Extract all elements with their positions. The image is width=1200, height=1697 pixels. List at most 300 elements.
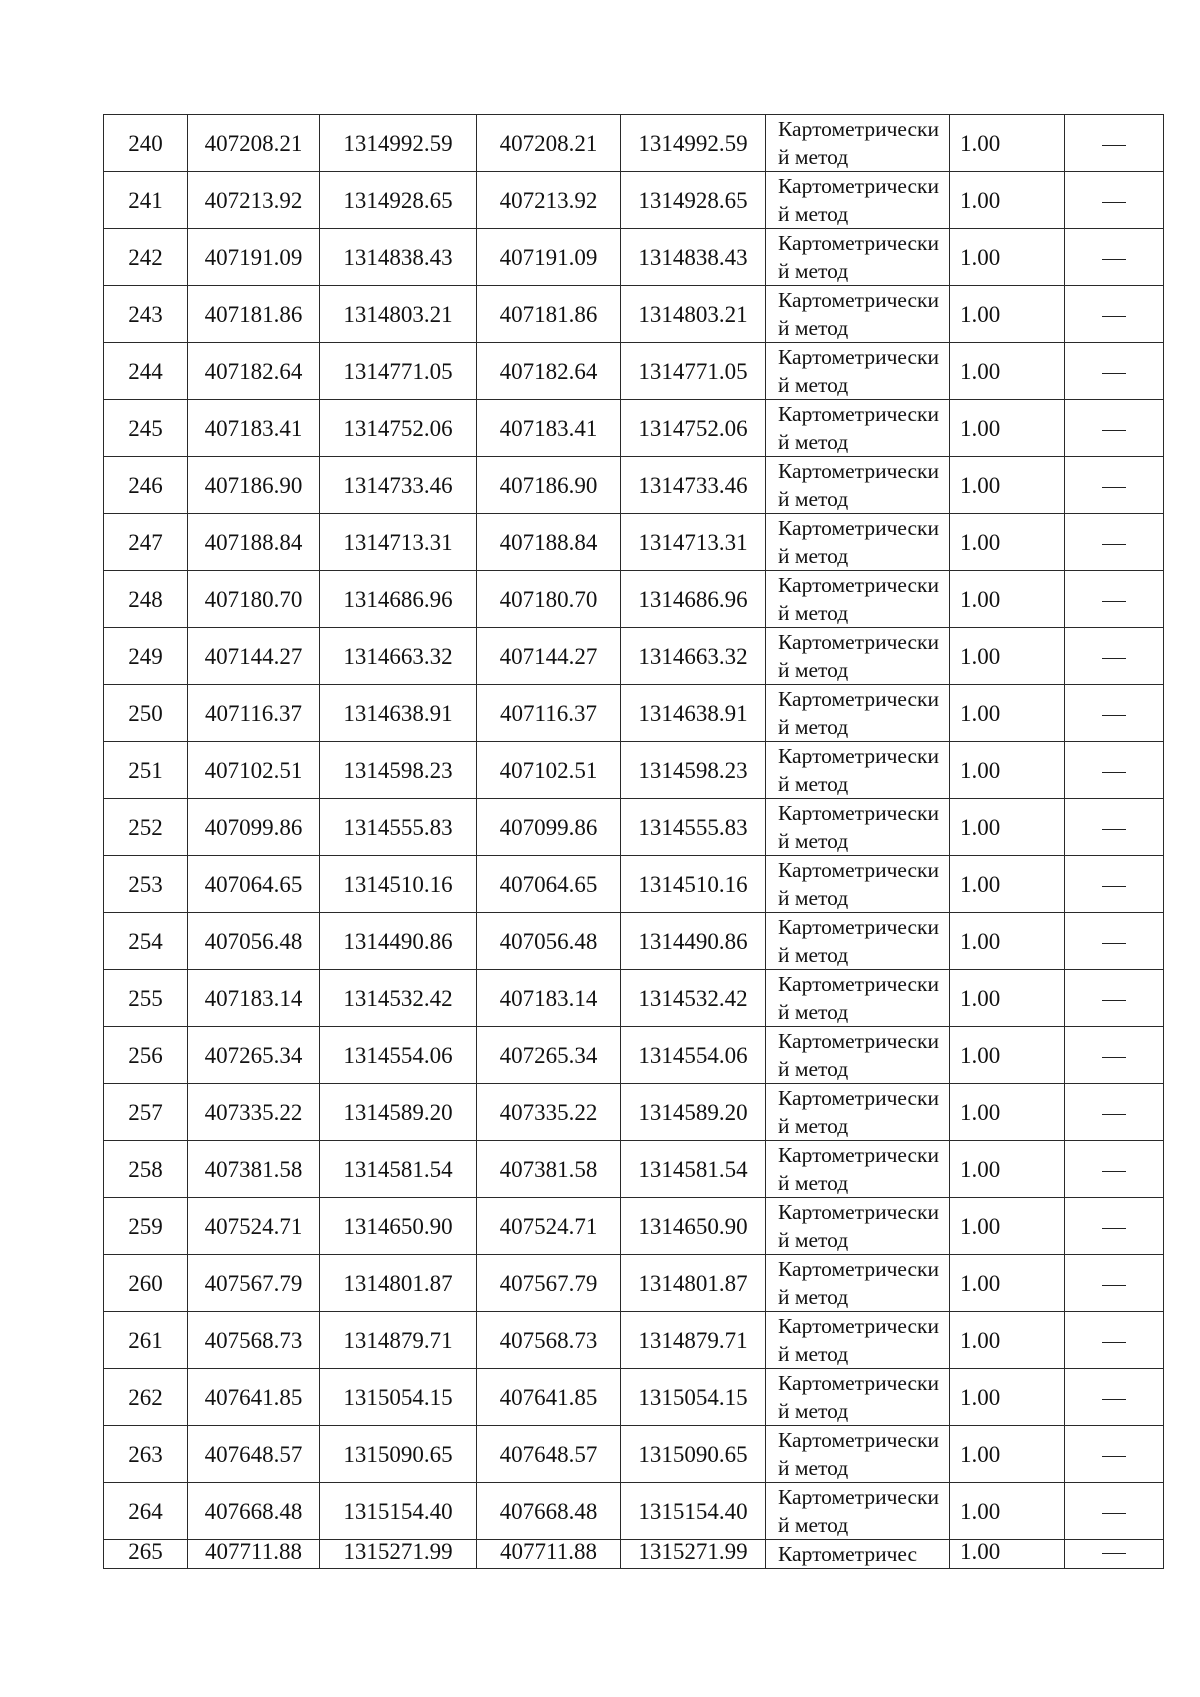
point-number-cell xyxy=(104,457,188,514)
point-number-cell xyxy=(104,229,188,286)
note-cell xyxy=(1065,229,1164,286)
existing-x-cell xyxy=(188,571,320,628)
existing-y-text: 1314713.31 xyxy=(343,529,453,555)
new-y-cell xyxy=(621,856,766,913)
note-dash xyxy=(1102,1228,1126,1229)
note-cell xyxy=(1065,1483,1164,1540)
new-x-cell xyxy=(477,1369,621,1426)
point-number-cell xyxy=(104,1312,188,1369)
new-x-text: 407188.84 xyxy=(499,529,598,555)
existing-y-text: 1314638.91 xyxy=(343,700,453,726)
accuracy-text: 1.00 xyxy=(960,415,1001,441)
accuracy-cell xyxy=(950,514,1065,571)
method-text: Картометрический метод xyxy=(778,117,939,169)
point-number-text: 241 xyxy=(128,187,163,213)
note-cell xyxy=(1065,1027,1164,1084)
existing-x-cell xyxy=(188,685,320,742)
point-number-text: 243 xyxy=(128,301,163,327)
new-x-text: 407102.51 xyxy=(499,757,598,783)
point-number-text: 257 xyxy=(128,1099,163,1125)
new-x-cell xyxy=(477,1084,621,1141)
existing-x-cell xyxy=(188,1198,320,1255)
point-number-text: 248 xyxy=(128,586,163,612)
new-x-text: 407191.09 xyxy=(499,244,598,270)
new-y-text: 1315090.65 xyxy=(638,1441,748,1467)
existing-y-text: 1314752.06 xyxy=(343,415,453,441)
method-cell xyxy=(766,457,950,514)
note-cell xyxy=(1065,1141,1164,1198)
note-dash xyxy=(1102,202,1126,203)
method-cell xyxy=(766,628,950,685)
point-number-cell xyxy=(104,343,188,400)
existing-y-cell xyxy=(320,1141,477,1198)
new-x-cell xyxy=(477,229,621,286)
existing-x-text: 407144.27 xyxy=(204,643,303,669)
accuracy-text: 1.00 xyxy=(960,586,1001,612)
note-dash xyxy=(1102,601,1126,602)
point-number-cell xyxy=(104,628,188,685)
new-x-text: 407711.88 xyxy=(500,1539,597,1564)
existing-y-text: 1314686.96 xyxy=(343,586,453,612)
accuracy-cell xyxy=(950,286,1065,343)
accuracy-text: 1.00 xyxy=(960,529,1001,555)
new-x-text: 407183.14 xyxy=(499,985,598,1011)
new-y-text: 1314838.43 xyxy=(638,244,748,270)
new-x-cell xyxy=(477,1426,621,1483)
method-cell xyxy=(766,571,950,628)
new-x-cell xyxy=(477,856,621,913)
accuracy-text: 1.00 xyxy=(960,700,1001,726)
existing-x-text: 407191.09 xyxy=(204,244,303,270)
new-x-text: 407182.64 xyxy=(499,358,598,384)
new-x-text: 407641.85 xyxy=(499,1384,598,1410)
new-y-text: 1314803.21 xyxy=(638,301,748,327)
new-x-text: 407648.57 xyxy=(499,1441,598,1467)
method-text: Картометрический метод xyxy=(778,345,939,397)
new-x-text: 407180.70 xyxy=(499,586,598,612)
new-y-cell xyxy=(621,913,766,970)
new-x-text: 407524.71 xyxy=(499,1213,598,1239)
existing-y-cell xyxy=(320,229,477,286)
existing-y-cell xyxy=(320,172,477,229)
new-y-text: 1315154.40 xyxy=(638,1498,748,1524)
point-number-cell xyxy=(104,1483,188,1540)
table-row xyxy=(104,1141,1164,1198)
point-number-cell xyxy=(104,1141,188,1198)
new-x-cell xyxy=(477,1141,621,1198)
point-number-text: 258 xyxy=(128,1156,163,1182)
existing-x-cell xyxy=(188,229,320,286)
accuracy-cell xyxy=(950,799,1065,856)
method-text: Картометричес xyxy=(778,1542,918,1566)
accuracy-cell xyxy=(950,1369,1065,1426)
note-cell xyxy=(1065,1426,1164,1483)
accuracy-text: 1.00 xyxy=(960,1539,1001,1564)
new-y-cell xyxy=(621,1255,766,1312)
new-x-text: 407056.48 xyxy=(499,928,598,954)
existing-y-cell xyxy=(320,970,477,1027)
new-y-text: 1314510.16 xyxy=(638,871,748,897)
new-x-text: 407668.48 xyxy=(499,1498,598,1524)
note-cell xyxy=(1065,856,1164,913)
accuracy-text: 1.00 xyxy=(960,1099,1001,1125)
new-y-text: 1314554.06 xyxy=(638,1042,748,1068)
existing-x-cell xyxy=(188,913,320,970)
table-row xyxy=(104,742,1164,799)
note-dash xyxy=(1102,1553,1126,1554)
method-cell xyxy=(766,799,950,856)
existing-x-cell xyxy=(188,172,320,229)
existing-x-cell xyxy=(188,1141,320,1198)
note-dash xyxy=(1102,145,1126,146)
method-text: Картометрический метод xyxy=(778,1428,939,1480)
note-cell xyxy=(1065,970,1164,1027)
existing-y-text: 1314838.43 xyxy=(343,244,453,270)
accuracy-cell xyxy=(950,913,1065,970)
existing-y-text: 1314771.05 xyxy=(343,358,453,384)
method-text: Картометрический метод xyxy=(778,1257,939,1309)
existing-x-cell xyxy=(188,1084,320,1141)
note-cell xyxy=(1065,115,1164,172)
point-number-text: 251 xyxy=(128,757,163,783)
new-x-cell xyxy=(477,514,621,571)
table-row xyxy=(104,1084,1164,1141)
new-x-cell xyxy=(477,286,621,343)
new-x-text: 407568.73 xyxy=(499,1327,598,1353)
existing-x-text: 407056.48 xyxy=(204,928,303,954)
point-number-cell xyxy=(104,1540,188,1569)
point-number-cell xyxy=(104,685,188,742)
note-dash xyxy=(1102,1285,1126,1286)
method-cell xyxy=(766,1255,950,1312)
accuracy-text: 1.00 xyxy=(960,1156,1001,1182)
accuracy-cell xyxy=(950,343,1065,400)
existing-x-cell xyxy=(188,286,320,343)
accuracy-text: 1.00 xyxy=(960,871,1001,897)
new-y-text: 1314589.20 xyxy=(638,1099,748,1125)
point-number-cell xyxy=(104,742,188,799)
table-row xyxy=(104,514,1164,571)
new-x-cell xyxy=(477,1312,621,1369)
existing-x-cell xyxy=(188,1483,320,1540)
new-x-cell xyxy=(477,685,621,742)
existing-y-text: 1314803.21 xyxy=(343,301,453,327)
new-x-text: 407064.65 xyxy=(499,871,598,897)
new-x-cell xyxy=(477,172,621,229)
new-y-cell xyxy=(621,1084,766,1141)
point-number-cell xyxy=(104,913,188,970)
existing-y-cell xyxy=(320,742,477,799)
table-row xyxy=(104,1483,1164,1540)
new-x-cell xyxy=(477,1483,621,1540)
note-dash xyxy=(1102,943,1126,944)
table-row xyxy=(104,400,1164,457)
new-y-cell xyxy=(621,115,766,172)
existing-y-text: 1315090.65 xyxy=(343,1441,453,1467)
existing-x-text: 407668.48 xyxy=(204,1498,303,1524)
method-cell xyxy=(766,685,950,742)
new-y-text: 1314992.59 xyxy=(638,130,748,156)
table-row xyxy=(104,856,1164,913)
new-y-cell xyxy=(621,1312,766,1369)
note-dash xyxy=(1102,1000,1126,1001)
existing-y-text: 1314879.71 xyxy=(343,1327,453,1353)
note-cell xyxy=(1065,514,1164,571)
existing-y-cell xyxy=(320,913,477,970)
new-y-cell xyxy=(621,571,766,628)
method-cell xyxy=(766,286,950,343)
method-text: Картометрический метод xyxy=(778,858,939,910)
accuracy-text: 1.00 xyxy=(960,985,1001,1011)
existing-y-text: 1315054.15 xyxy=(343,1384,453,1410)
table-row xyxy=(104,1312,1164,1369)
existing-x-text: 407188.84 xyxy=(204,529,303,555)
existing-y-text: 1315154.40 xyxy=(343,1498,453,1524)
point-number-cell xyxy=(104,514,188,571)
new-x-cell xyxy=(477,742,621,799)
existing-x-text: 407064.65 xyxy=(204,871,303,897)
new-y-text: 1314879.71 xyxy=(638,1327,748,1353)
point-number-text: 255 xyxy=(128,985,163,1011)
method-cell xyxy=(766,1027,950,1084)
point-number-text: 250 xyxy=(128,700,163,726)
point-number-text: 265 xyxy=(128,1539,163,1564)
existing-y-cell xyxy=(320,1426,477,1483)
point-number-text: 249 xyxy=(128,643,163,669)
existing-x-text: 407381.58 xyxy=(204,1156,303,1182)
method-text: Картометрический метод xyxy=(778,573,939,625)
existing-x-text: 407641.85 xyxy=(204,1384,303,1410)
point-number-cell xyxy=(104,1084,188,1141)
new-x-text: 407567.79 xyxy=(499,1270,598,1296)
existing-y-cell xyxy=(320,856,477,913)
table-body xyxy=(104,115,1164,1569)
note-cell xyxy=(1065,1255,1164,1312)
accuracy-text: 1.00 xyxy=(960,130,1001,156)
existing-y-text: 1314801.87 xyxy=(343,1270,453,1296)
method-text: Картометрический метод xyxy=(778,516,939,568)
existing-x-cell xyxy=(188,514,320,571)
accuracy-cell xyxy=(950,628,1065,685)
table-row xyxy=(104,286,1164,343)
note-dash xyxy=(1102,715,1126,716)
new-x-cell xyxy=(477,571,621,628)
new-x-text: 407116.37 xyxy=(500,700,597,726)
accuracy-cell xyxy=(950,685,1065,742)
existing-y-cell xyxy=(320,343,477,400)
existing-y-cell xyxy=(320,1084,477,1141)
existing-x-text: 407102.51 xyxy=(204,757,303,783)
existing-x-text: 407648.57 xyxy=(204,1441,303,1467)
point-number-cell xyxy=(104,1027,188,1084)
new-y-text: 1314686.96 xyxy=(638,586,748,612)
accuracy-text: 1.00 xyxy=(960,814,1001,840)
existing-y-cell xyxy=(320,286,477,343)
accuracy-text: 1.00 xyxy=(960,1213,1001,1239)
accuracy-text: 1.00 xyxy=(960,1327,1001,1353)
point-number-text: 260 xyxy=(128,1270,163,1296)
table-row xyxy=(104,685,1164,742)
existing-x-text: 407186.90 xyxy=(204,472,303,498)
accuracy-cell xyxy=(950,229,1065,286)
note-cell xyxy=(1065,571,1164,628)
method-cell xyxy=(766,913,950,970)
existing-x-cell xyxy=(188,799,320,856)
point-number-text: 240 xyxy=(128,130,163,156)
point-number-cell xyxy=(104,856,188,913)
method-cell xyxy=(766,172,950,229)
new-x-text: 407381.58 xyxy=(499,1156,598,1182)
method-cell xyxy=(766,1540,950,1569)
method-text: Картометрический метод xyxy=(778,288,939,340)
table-row xyxy=(104,799,1164,856)
method-cell xyxy=(766,1426,950,1483)
new-y-cell xyxy=(621,514,766,571)
existing-x-cell xyxy=(188,400,320,457)
new-y-cell xyxy=(621,229,766,286)
note-cell xyxy=(1065,1198,1164,1255)
new-x-text: 407213.92 xyxy=(499,187,598,213)
note-dash xyxy=(1102,829,1126,830)
note-cell xyxy=(1065,913,1164,970)
new-x-text: 407183.41 xyxy=(499,415,598,441)
note-dash xyxy=(1102,1456,1126,1457)
existing-y-cell xyxy=(320,799,477,856)
method-cell xyxy=(766,856,950,913)
note-cell xyxy=(1065,742,1164,799)
existing-x-cell xyxy=(188,742,320,799)
accuracy-cell xyxy=(950,1084,1065,1141)
new-x-cell xyxy=(477,1027,621,1084)
method-text: Картометрический метод xyxy=(778,687,939,739)
point-number-cell xyxy=(104,115,188,172)
note-dash xyxy=(1102,1057,1126,1058)
note-cell xyxy=(1065,1084,1164,1141)
existing-x-text: 407180.70 xyxy=(204,586,303,612)
point-number-cell xyxy=(104,970,188,1027)
note-cell xyxy=(1065,628,1164,685)
new-x-cell xyxy=(477,115,621,172)
accuracy-cell xyxy=(950,400,1065,457)
existing-y-cell xyxy=(320,685,477,742)
existing-x-text: 407335.22 xyxy=(204,1099,303,1125)
accuracy-cell xyxy=(950,1141,1065,1198)
note-dash xyxy=(1102,1114,1126,1115)
note-cell xyxy=(1065,685,1164,742)
existing-x-text: 407182.64 xyxy=(204,358,303,384)
table-row xyxy=(104,1540,1164,1569)
existing-y-cell xyxy=(320,1369,477,1426)
table-row xyxy=(104,571,1164,628)
existing-x-text: 407183.41 xyxy=(204,415,303,441)
accuracy-text: 1.00 xyxy=(960,1384,1001,1410)
note-dash xyxy=(1102,1171,1126,1172)
existing-y-text: 1314928.65 xyxy=(343,187,453,213)
new-x-text: 407208.21 xyxy=(499,130,598,156)
new-y-cell xyxy=(621,343,766,400)
new-y-cell xyxy=(621,286,766,343)
new-y-cell xyxy=(621,685,766,742)
note-cell xyxy=(1065,1540,1164,1569)
method-cell xyxy=(766,514,950,571)
existing-y-cell xyxy=(320,1312,477,1369)
note-dash xyxy=(1102,430,1126,431)
method-text: Картометрический метод xyxy=(778,744,939,796)
existing-x-cell xyxy=(188,1369,320,1426)
point-number-cell xyxy=(104,1426,188,1483)
point-number-text: 263 xyxy=(128,1441,163,1467)
existing-y-text: 1314532.42 xyxy=(343,985,453,1011)
note-dash xyxy=(1102,316,1126,317)
new-x-cell xyxy=(477,913,621,970)
accuracy-cell xyxy=(950,970,1065,1027)
accuracy-cell xyxy=(950,1255,1065,1312)
table-row xyxy=(104,343,1164,400)
existing-x-text: 407181.86 xyxy=(204,301,303,327)
method-cell xyxy=(766,742,950,799)
new-y-text: 1314801.87 xyxy=(638,1270,748,1296)
new-y-text: 1314713.31 xyxy=(638,529,748,555)
new-y-cell xyxy=(621,1198,766,1255)
existing-y-text: 1314598.23 xyxy=(343,757,453,783)
accuracy-text: 1.00 xyxy=(960,757,1001,783)
point-number-text: 246 xyxy=(128,472,163,498)
method-cell xyxy=(766,229,950,286)
new-y-cell xyxy=(621,1027,766,1084)
existing-x-cell xyxy=(188,1255,320,1312)
new-x-cell xyxy=(477,457,621,514)
method-text: Картометрический метод xyxy=(778,972,939,1024)
existing-y-cell xyxy=(320,628,477,685)
accuracy-cell xyxy=(950,1027,1065,1084)
new-x-text: 407265.34 xyxy=(499,1042,598,1068)
method-cell xyxy=(766,1141,950,1198)
new-x-cell xyxy=(477,343,621,400)
new-x-cell xyxy=(477,1198,621,1255)
point-number-cell xyxy=(104,799,188,856)
existing-y-cell xyxy=(320,115,477,172)
method-text: Картометрический метод xyxy=(778,402,939,454)
point-number-cell xyxy=(104,286,188,343)
method-text: Картометрический метод xyxy=(778,459,939,511)
point-number-text: 262 xyxy=(128,1384,163,1410)
existing-y-cell xyxy=(320,1255,477,1312)
existing-x-text: 407099.86 xyxy=(204,814,303,840)
new-x-cell xyxy=(477,400,621,457)
new-y-text: 1314532.42 xyxy=(638,985,748,1011)
note-cell xyxy=(1065,1369,1164,1426)
note-cell xyxy=(1065,799,1164,856)
method-text: Картометрический метод xyxy=(778,174,939,226)
method-text: Картометрический метод xyxy=(778,1029,939,1081)
existing-x-cell xyxy=(188,628,320,685)
existing-y-cell xyxy=(320,457,477,514)
note-cell xyxy=(1065,400,1164,457)
table-row xyxy=(104,457,1164,514)
new-y-cell xyxy=(621,742,766,799)
new-y-text: 1314650.90 xyxy=(638,1213,748,1239)
new-y-cell xyxy=(621,970,766,1027)
new-y-text: 1314752.06 xyxy=(638,415,748,441)
method-text: Картометрический метод xyxy=(778,801,939,853)
existing-y-text: 1314510.16 xyxy=(343,871,453,897)
method-text: Картометрический метод xyxy=(778,630,939,682)
existing-x-text: 407183.14 xyxy=(204,985,303,1011)
new-y-text: 1314733.46 xyxy=(638,472,748,498)
existing-y-cell xyxy=(320,1198,477,1255)
accuracy-text: 1.00 xyxy=(960,187,1001,213)
note-dash xyxy=(1102,373,1126,374)
